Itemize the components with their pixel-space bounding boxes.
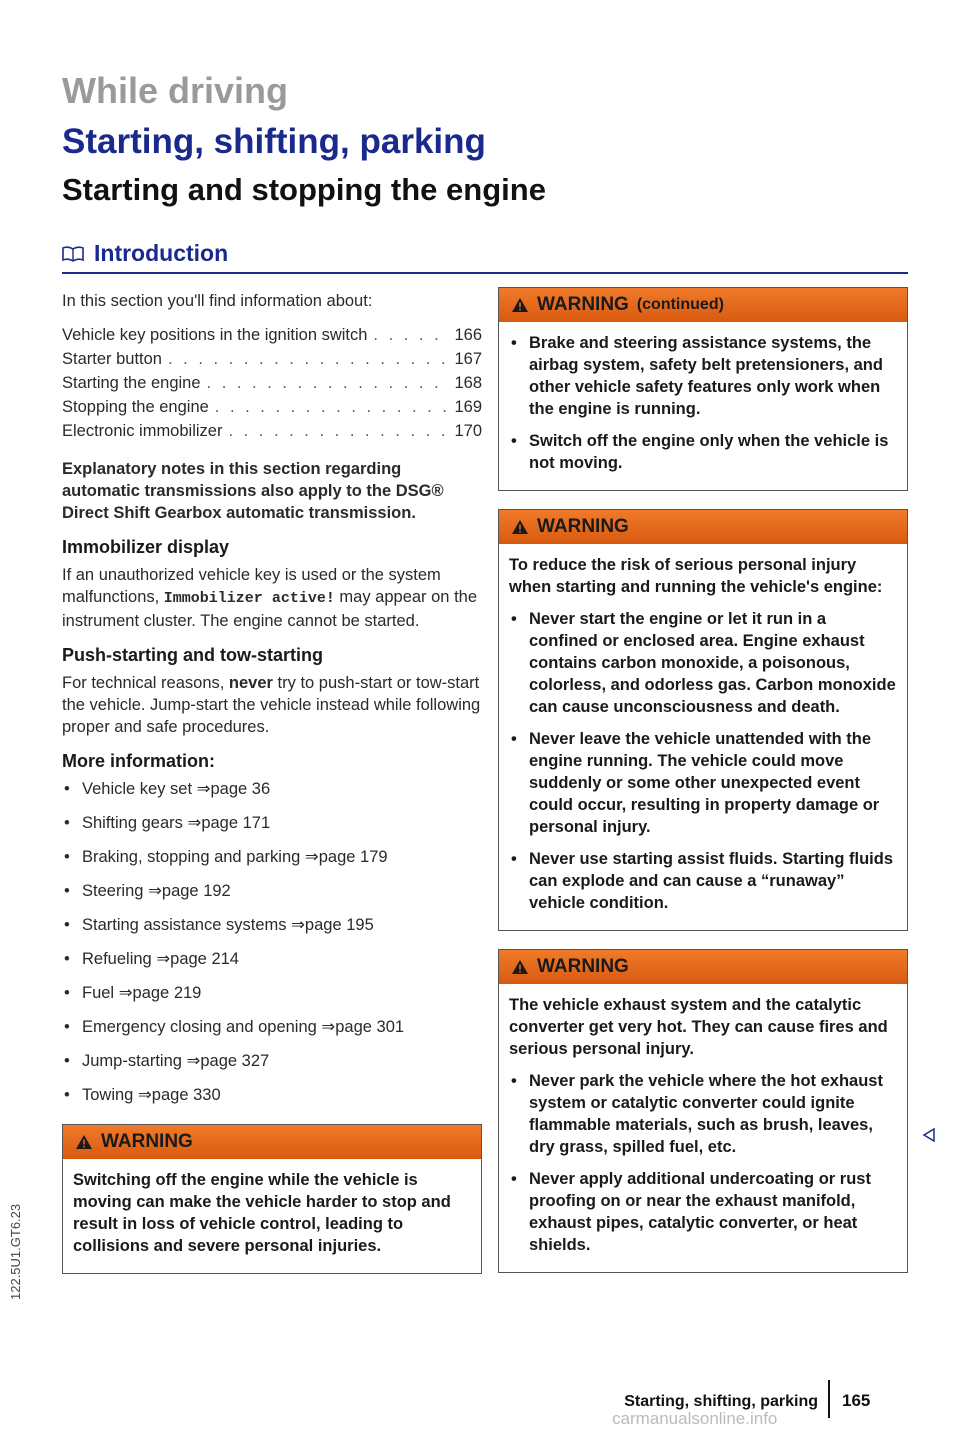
page-ref-arrow: ⇒page	[186, 1052, 238, 1070]
toc-page: 167	[454, 350, 482, 368]
introduction-heading	[62, 240, 228, 267]
toc-leader	[207, 372, 446, 394]
warning-title: WARNING	[537, 516, 629, 537]
topic-title: Starting and stopping the engine	[62, 172, 546, 207]
toc-row[interactable]	[62, 396, 482, 420]
page-ref-arrow: ⇒page	[137, 1086, 189, 1104]
list-item[interactable]	[62, 982, 482, 1004]
intro-lead: In this section you'll find information about:	[62, 292, 373, 310]
immobilizer-heading: Immobilizer display	[62, 537, 230, 557]
footer-divider	[828, 1380, 830, 1418]
list-item: • Never park the vehicle where the hot exhaust system or catalytic converter could ignite flammable materials, such as brush, leaves, dry grass, spilled fuel, etc.	[509, 1070, 897, 1158]
list-item[interactable]	[62, 948, 482, 970]
warning-lead: The vehicle exhaust system and the catalytic converter get very hot. They can cause fires and serious personal injury.	[509, 996, 888, 1058]
page-ref: 171	[242, 814, 271, 832]
item-label: Braking, stopping and parking	[82, 848, 301, 866]
warning-triangle-icon	[75, 1134, 93, 1150]
toc-page: 169	[454, 398, 482, 416]
section-title: While driving	[62, 70, 289, 111]
toc-page: 168	[454, 374, 482, 392]
immobilizer-text-a: If an unauthorized vehicle key is used or the system malfunctions,	[62, 566, 441, 606]
toc-page: 166	[454, 326, 482, 344]
warning-list	[509, 1070, 897, 1256]
toc-leader	[373, 324, 446, 346]
page-ref: 36	[251, 780, 271, 798]
page-ref: 327	[241, 1052, 270, 1070]
warning-triangle-icon	[511, 297, 529, 313]
toc-row[interactable]	[62, 324, 482, 348]
immobilizer-message: Immobilizer active!	[163, 590, 335, 607]
footer-section-label: Starting, shifting, parking	[624, 1393, 818, 1410]
toc-leader	[215, 396, 446, 418]
list-item: • Never use starting assist fluids. Starting fluids can explode and can cause a “runaway” vehicle condition.	[509, 848, 897, 914]
warning-body	[499, 544, 907, 930]
immobilizer-text	[62, 564, 482, 632]
list-item[interactable]	[62, 812, 482, 834]
page-ref-arrow: ⇒page	[148, 882, 199, 900]
warning-header	[499, 510, 907, 544]
page-ref: 192	[203, 882, 231, 900]
chapter-title: Starting, shifting, parking	[62, 122, 486, 161]
list-item: • Never apply additional undercoating or rust proofing on or near the exhaust manifold, exhaust pipes, catalytic converter, or heat shields.	[509, 1168, 897, 1256]
warning-body	[63, 1159, 481, 1273]
warning-box-engine-off	[62, 1124, 482, 1274]
section-end-icon	[922, 1128, 936, 1142]
item-label: Jump-starting	[82, 1052, 182, 1070]
warning-title: WARNING	[101, 1131, 193, 1152]
warning-body	[499, 322, 907, 490]
list-item[interactable]	[62, 1016, 482, 1038]
toc-row[interactable]	[62, 372, 482, 396]
item-label: Steering	[82, 882, 144, 900]
page-ref: 301	[376, 1018, 405, 1036]
introduction-label: Introduction	[94, 240, 229, 266]
list-item[interactable]	[62, 880, 482, 902]
page-ref-arrow: ⇒page	[156, 950, 207, 968]
item-label: Shifting gears	[82, 814, 183, 832]
warning-header	[499, 288, 907, 322]
open-book-icon	[62, 246, 84, 262]
page-ref-arrow: ⇒page	[118, 984, 170, 1002]
warning-title: WARNING	[537, 956, 629, 977]
toc-leader	[168, 348, 446, 370]
warning-box-continued	[498, 287, 908, 491]
toc-row[interactable]	[62, 348, 482, 372]
immobilizer-text-b: may appear on the instrument cluster. The engine cannot be started.	[62, 588, 478, 630]
toc-page: 170	[454, 422, 482, 440]
more-info-heading: More information:	[62, 751, 215, 771]
list-item: • Switch off the engine only when the vehicle is not moving.	[509, 430, 897, 474]
left-column	[62, 290, 482, 1292]
push-start-text	[62, 672, 482, 738]
list-item[interactable]	[62, 846, 482, 868]
item-label: Starting assistance systems	[82, 916, 287, 934]
table-of-contents	[62, 324, 482, 444]
list-item: • Never leave the vehicle unattended with the engine running. The vehicle could move suddenly or some other unexpected event could occur, resulting in property damage or personal injury.	[509, 728, 897, 838]
list-item: • Never start the engine or let it run in a confined or enclosed area. Engine exhaust contains carbon monoxide, a poisonous, colorless, and odorless gas. Carbon monoxide can cause unconsciousness and death.	[509, 608, 897, 718]
toc-row[interactable]	[62, 420, 482, 444]
item-label: Fuel	[82, 984, 115, 1002]
page-ref-arrow: ⇒page	[187, 814, 239, 832]
warning-continued-label: (continued)	[636, 296, 724, 313]
warning-triangle-icon	[511, 519, 529, 535]
push-start-text-a: For technical reasons,	[62, 674, 229, 692]
warning-list	[509, 608, 897, 914]
introduction-divider	[62, 272, 908, 274]
page-ref-arrow: ⇒page	[321, 1018, 372, 1036]
list-item[interactable]	[62, 778, 482, 800]
page-number: 165	[842, 1391, 871, 1410]
page-ref: 179	[360, 848, 388, 866]
toc-label: Vehicle key positions in the ignition switch	[62, 326, 368, 344]
list-item[interactable]	[62, 1050, 482, 1072]
warning-box-starting	[498, 509, 908, 931]
warning-box-exhaust	[498, 949, 908, 1273]
page-ref: 330	[193, 1086, 221, 1104]
item-label: Emergency closing and opening	[82, 1018, 317, 1036]
watermark: carmanualsonline.info	[612, 1409, 778, 1428]
toc-leader	[228, 420, 446, 442]
push-start-heading: Push-starting and tow-starting	[62, 645, 323, 665]
warning-body	[499, 984, 907, 1272]
warning-title: WARNING	[537, 294, 629, 315]
list-item: • Brake and steering assistance systems, the airbag system, safety belt pretensioners, and other vehicle safety features only work when the engine is running.	[509, 332, 897, 420]
item-label: Towing	[82, 1086, 134, 1104]
page-ref: 214	[211, 950, 239, 968]
push-start-text-b: try to push-start or tow-start the vehicle. Jump-start the vehicle instead while following proper and safe procedures.	[62, 674, 481, 736]
warning-text: Switching off the engine while the vehicle is moving can make the vehicle harder to stop and result in loss of vehicle control, leading to collisions and severe personal injuries.	[73, 1171, 451, 1255]
page-ref: 195	[346, 916, 374, 934]
page-ref-arrow: ⇒page	[291, 916, 342, 934]
list-item[interactable]	[62, 1084, 482, 1106]
toc-label: Stopping the engine	[62, 398, 209, 416]
warning-triangle-icon	[511, 959, 529, 975]
document-code: 122.5U1.GT6.23	[8, 1203, 23, 1300]
warning-header	[63, 1125, 481, 1159]
dsg-note: Explanatory notes in this section regarding automatic transmissions also apply to the DSG® Direct Shift Gearbox automatic transmission.	[62, 460, 444, 522]
right-column	[498, 287, 908, 1291]
item-label: Vehicle key set	[82, 780, 193, 798]
warning-lead: To reduce the risk of serious personal injury when starting and running the vehicle's engine:	[509, 556, 883, 596]
page-ref-arrow: ⇒page	[304, 848, 356, 866]
toc-label: Starter button	[62, 350, 162, 368]
item-label: Refueling	[82, 950, 152, 968]
warning-list	[509, 332, 897, 474]
page-ref-arrow: ⇒page	[196, 780, 248, 798]
toc-label: Electronic immobilizer	[62, 422, 223, 440]
warning-header	[499, 950, 907, 984]
toc-label: Starting the engine	[62, 374, 201, 392]
page-ref: 219	[173, 984, 202, 1002]
more-info-list	[62, 778, 482, 1106]
list-item[interactable]	[62, 914, 482, 936]
push-start-emphasis: never	[228, 674, 273, 692]
